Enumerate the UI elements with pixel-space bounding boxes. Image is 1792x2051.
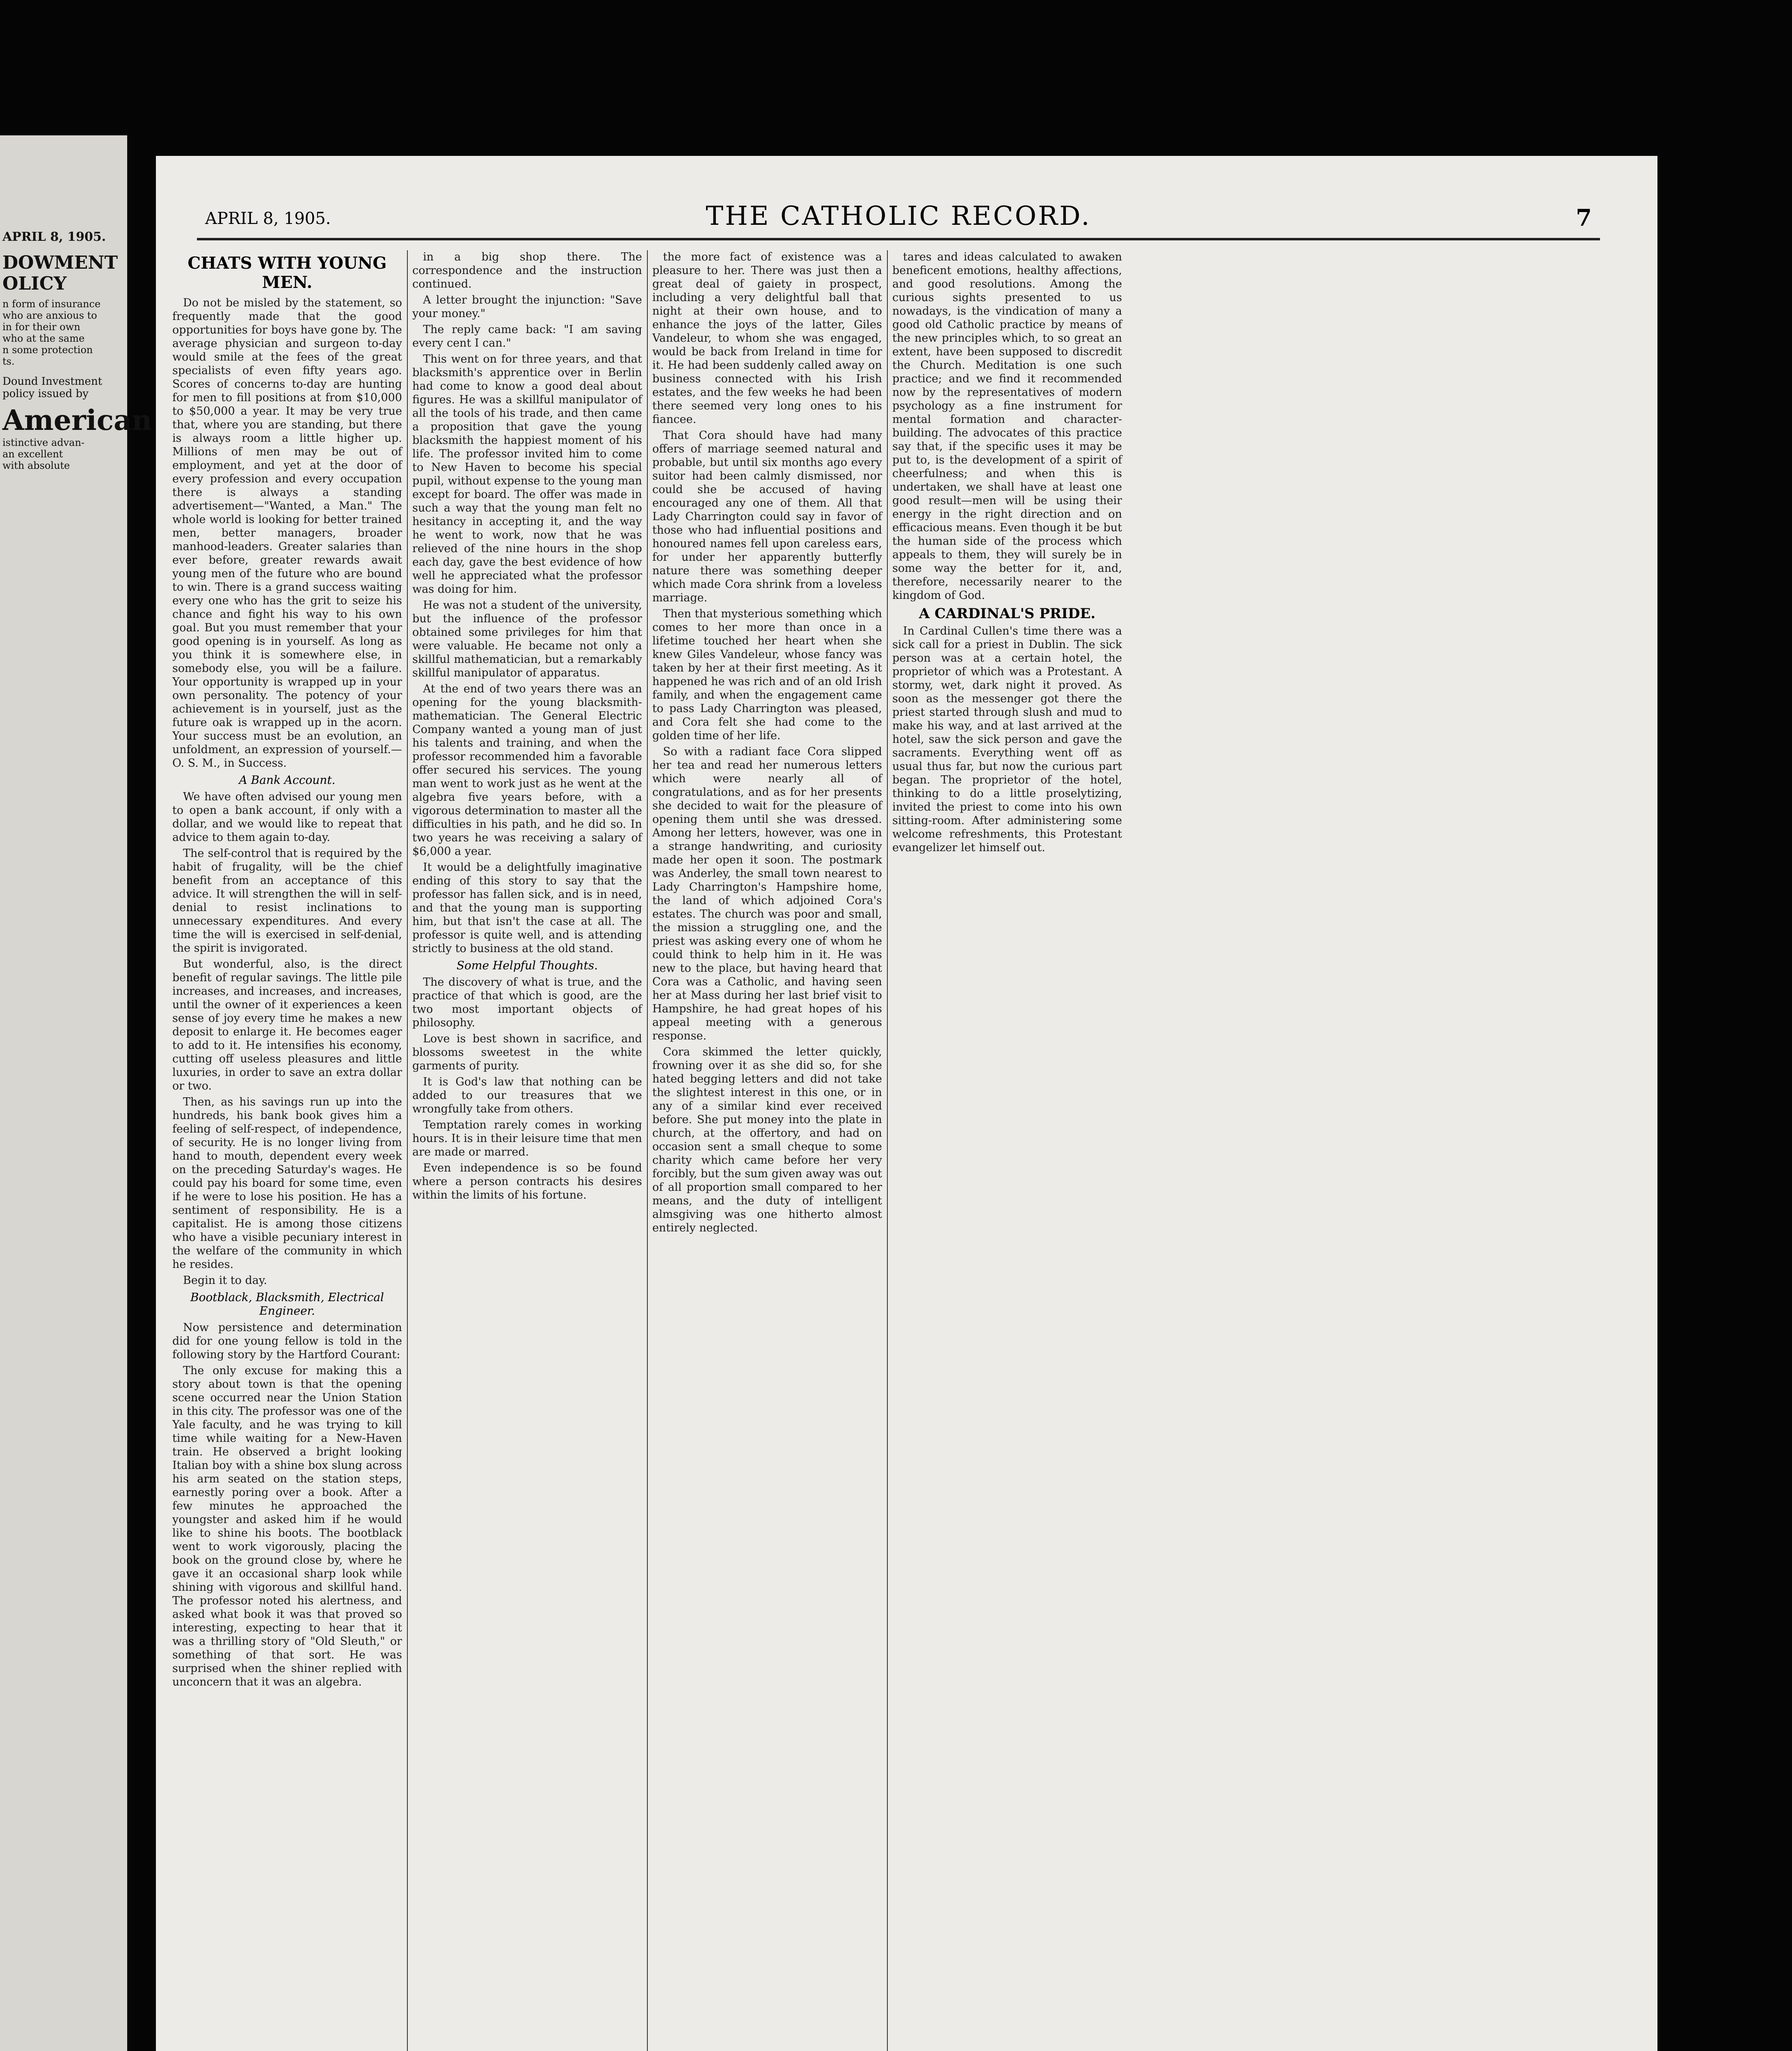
paragraph: The reply came back: "I am saving every cent I can." (412, 323, 642, 349)
subheading: Bootblack, Blacksmith, Electrical Engineer. (190, 1290, 384, 1318)
masthead-rule (197, 238, 1600, 240)
paragraph: in a big shop there. The correspondence and the instruction continued. (412, 251, 642, 290)
paragraph: Begin it to day. (183, 1274, 267, 1287)
column-4 (892, 250, 1122, 2051)
prev-line: Dound Investment (2, 375, 103, 388)
column-3 (652, 250, 882, 2051)
prev-line: an excellent (2, 448, 63, 460)
column-divider (407, 250, 408, 2051)
paragraph: The discovery of what is true, and the practice of that which is good, are the two most important objects of philosophy. (412, 976, 642, 1029)
paragraph: Love is best shown in sacrifice, and blossoms sweetest in the white garments of purity. (412, 1032, 642, 1072)
paragraph: The self-control that is required by the habit of frugality, will be the chief benefit from an acceptance of this advice. It will strengthen the will in self-denial to resist inclinations to unnecessary expenditures. And every time the will is exercised in self-denial, the spirit is invigorated. (172, 847, 402, 955)
paragraph: It would be a delightfully imaginative ending of this story to say that the professor has fallen sick, and is in need, and that the young man is supporting him, but that isn't the case at all. The professor is quite well, and is attending strictly to business at the old stand. (412, 861, 642, 955)
prev-line: istinctive advan- (2, 437, 85, 448)
prev-line: APRIL 8, 1905. (2, 230, 106, 244)
subheading: Some Helpful Thoughts. (456, 959, 598, 972)
prev-line: American (2, 404, 152, 437)
prev-line: OLICY (2, 273, 67, 294)
paragraph: Then that mysterious something which comes to her more than once in a lifetime touched her heart when she knew Giles Vandeleur, whose fancy was taken by her at their first meeting. As it happened he was rich and of an old Irish family, and when the engagement came to pass Lady Charrington was pleased, and Cora felt she had come to the golden time of her life. (652, 608, 882, 742)
subheading: A Bank Account. (239, 773, 336, 787)
page-number: 7 (1576, 204, 1592, 231)
prev-line: n form of insurance (2, 298, 101, 310)
paragraph: So with a radiant face Cora slipped her tea and read her numerous letters which were nearly all of congratulations, and as for her presents she decided to wait for the pleasure of opening them until she was dressed. Among her letters, however, was one in a strange handwriting, and curiosity made her open it soon. The postmark was Anderley, the small town nearest to Lady Charrington's Hampshire home, the land of which adjoined Cora's estates. The church was poor and small, the mission a struggling one, and the priest was asking every one of whom he could think to help him in it. He was new to the place, but having heard that Cora was a Catholic, and having seen her at Mass during her last brief visit to Hampshire, he had great hopes of his appeal meeting with a generous response. (652, 745, 882, 1042)
paragraph: Do not be misled by the statement, so frequently made that the good opportunities for boys have gone by. The average physician and surgeon to-day would smile at the fees of the great specialists of even fifty years ago. Scores of concerns to-day are hunting for men to fill positions at from $10,000 to $50,000 a year. It may be very true that, where you are standing, but there is always room a little higher up. Millions of men may be out of employment, and yet at the door of every profession and every occupation there is always a standing advertisement—"Wanted, a Man." The whole world is looking for better trained men, better managers, broader manhood-leaders. Greater salaries than ever before, greater rewards await young men of the future who are bound to win. There is a grand success waiting every one who has the grit to seize his chance and fight his way to his own goal. But you must remember that your good opening is in yourself. As long as you think it is somewhere else, in somebody else, you will be a failure. Your opportunity is wrapped up in your own personality. The potency of your achievement is in yourself, just as the future oak is wrapped up in the acorn. Your success must be an evolution, an unfoldment, an expression of yourself.—O. S. M., in Success. (172, 297, 402, 770)
newspaper-title: THE CATHOLIC RECORD. (706, 201, 1091, 231)
column-divider (887, 250, 888, 2051)
paragraph: He was not a student of the university, but the influence of the professor obtained some privileges for him that were valuable. He became not only a skillful mathematician, but a remarkably skillful manipulator of apparatus. (412, 599, 642, 679)
paragraph: In Cardinal Cullen's time there was a sick call for a priest in Dublin. The sick person was at a certain hotel, the proprietor of which was a Protestant. A stormy, wet, dark night it proved. As soon as the messenger got there the priest started through slush and mud to make his way, and at last arrived at the hotel, saw the sick person and gave the sacraments. Everything went off as usual thus far, but now the curious part began. The proprietor of the hotel, thinking to do a little proselytizing, invited the priest to come into his own sitting-room. After administering some welcome refreshments, this Protestant evangelizer let himself out. (892, 625, 1122, 854)
prev-line: policy issued by (2, 388, 89, 400)
masthead (205, 201, 1592, 234)
previous-page-edge (0, 135, 152, 2051)
prev-line: who at the same (2, 333, 85, 344)
paragraph: We have often advised our young men to open a bank account, if only with a dollar, and we would like to repeat that advice to them again to-day. (172, 790, 402, 844)
paragraph: tares and ideas calculated to awaken beneficent emotions, healthy affections, and good resolutions. Among the curious sights presented to us nowadays, is the vindication of many a good old Catholic practice by means of the new principles which, to so great an extent, have been supposed to discredit the Church. Meditation is one such practice; and we find it recommended now by the representatives of modern psychology as a fine instrument for mental formation and character-building. The advocates of this practice say that, if the specific uses it may be put to, is the development of a spirit of cheerfulness; and when this is undertaken, we shall have at least one good result—men will be using their energy in the right direction and on efficacious means. Even though it be but the human side of the process which appeals to them, they will surely be in some way the better for it, and, therefore, necessarily nearer to the kingdom of God. (892, 251, 1122, 602)
section-heading: A CARDINAL'S PRIDE. (919, 605, 1096, 622)
prev-line: ts. (2, 356, 15, 367)
paragraph: The only excuse for making this a story about town is that the opening scene occurred near the Union Station in this city. The professor was one of the Yale faculty, and he was trying to kill time while waiting for a New-Haven train. He observed a bright looking Italian boy with a shine box slung across his arm seated on the station steps, earnestly poring over a book. After a few minutes he approached the youngster and asked him if he would like to shine his boots. The bootblack went to work vigorously, placing the book on the ground close by, where he gave it an occasional sharp look while shining with vigorous and skillful hand. The professor noted his alertness, and asked what book it was that proved so interesting, expecting to hear that it was a thrilling story of "Old Sleuth," or something of that sort. He was surprised when the shiner replied with unconcern that it was an algebra. (172, 1364, 402, 1688)
prev-line: n some protection (2, 344, 93, 356)
paragraph: Now persistence and determination did for one young fellow is told in the following story by the Hartford Courant: (172, 1321, 402, 1361)
paragraph: the more fact of existence was a pleasure to her. There was just then a great deal of gaiety in prospect, including a very delightful ball that night at their own house, and to enhance the joys of the latter, Giles Vandeleur, to whom she was engaged, would be back from Ireland in time for it. He had been suddenly called away on business connected with his Irish estates, and the few weeks he had been there seemed very long ones to his fiancee. (652, 251, 882, 426)
paragraph: Temptation rarely comes in working hours. It is in their leisure time that men are made or marred. (412, 1119, 642, 1158)
paragraph: It is God's law that nothing can be added to our treasures that we wrongfully take from others. (412, 1076, 642, 1115)
newspaper-page (156, 156, 1657, 2051)
paragraph: Cora skimmed the letter quickly, frowning over it as she did so, for she hated begging letters and did not take the slightest interest in this one, or in any of a similar kind ever received before. She put money into the plate in church, at the offertory, and had on occasion sent a small cheque to some charity which came before her very forcibly, but the sum given away was out of all proportion small compared to her means, and the duty of intelligent almsgiving was one hitherto almost entirely neglected. (652, 1046, 882, 1234)
paragraph: At the end of two years there was an opening for the young blacksmith-mathematician. The General Electric Company wanted a young man of just his talents and training, and when the professor recommended him a favorable offer secured his services. The young man went to work just as he went at the algebra five years before, with a vigorous determination to master all the difficulties in his path, and he did so. In two years he was receiving a salary of $6,000 a year. (412, 683, 642, 858)
paragraph: Then, as his savings run up into the hundreds, his bank book gives him a feeling of self-respect, of independence, of security. He is no longer living from hand to mouth, dependent every week on the preceding Saturday's wages. He could pay his board for some time, even if he were to lose his position. He has a sentiment of responsibility. He is a capitalist. He is among those citizens who have a visible pecuniary interest in the welfare of the community in which he resides. (172, 1096, 402, 1271)
column-1 (172, 250, 402, 2051)
paragraph: That Cora should have had many offers of marriage seemed natural and probable, but until six months ago every suitor had been calmly dismissed, nor could she be accused of having encouraged any one of them. All that Lady Charrington could say in favor of those who had influential positions and honoured names fell upon careless ears, for under her apparently butterfly nature there was something deeper which made Cora shrink from a loveless marriage. (652, 429, 882, 604)
section-heading: CHATS WITH YOUNG MEN. (187, 254, 387, 292)
paragraph: This went on for three years, and that blacksmith's apprentice over in Berlin had come to know a good deal about figures. He was a skillful manipulator of all the tools of his trade, and then came a proposition that gave the young blacksmith the happiest moment of his life. The professor invited him to come to New Haven to become his special pupil, without expense to the young man except for board. The offer was made in such a way that the young man felt no hesitancy in accepting it, and the way he went to work, now that he was relieved of the nine hours in the shop each day, gave the best evidence of how well he appreciated what the professor was doing for him. (412, 353, 642, 596)
paragraph: But wonderful, also, is the direct benefit of regular savings. The little pile increases, and increases, and increases, until the owner of it experiences a keen sense of joy every time he makes a new deposit to enlarge it. He becomes eager to add to it. He intensifies his economy, cutting off useless pleasures and little luxuries, in order to save an extra dollar or two. (172, 958, 402, 1092)
issue-date: APRIL 8, 1905. (205, 209, 331, 228)
column-2 (412, 250, 642, 2051)
prev-line: with absolute (2, 460, 70, 471)
prev-line: who are anxious to (2, 310, 97, 321)
paragraph: A letter brought the injunction: "Save your money." (412, 294, 642, 320)
prev-line: DOWMENT (2, 252, 118, 273)
paragraph: Even independence is so be found where a person contracts his desires within the limits of his fortune. (412, 1162, 642, 1201)
column-divider (647, 250, 648, 2051)
prev-line: in for their own (2, 321, 80, 333)
